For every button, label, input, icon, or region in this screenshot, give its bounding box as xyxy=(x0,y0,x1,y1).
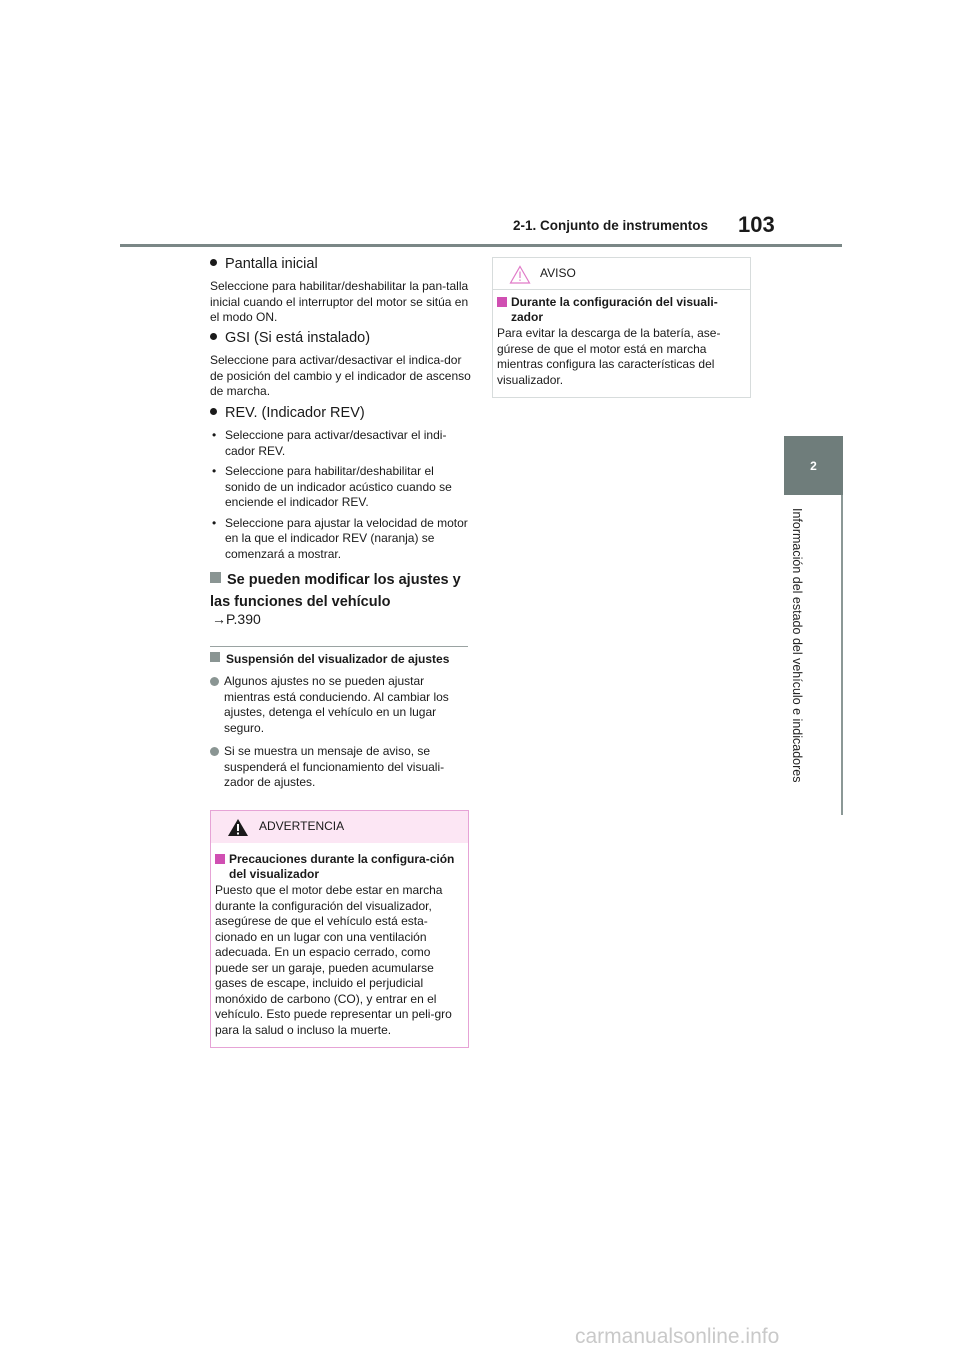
notice-text: Para evitar la descarga de la batería, ase-gúrese de que el motor está en marcha mientras configura las características del visualizador. xyxy=(497,326,721,387)
warning-subtitle: Precauciones durante la configura-ción del visualizador xyxy=(215,852,463,882)
warning-header xyxy=(211,811,468,843)
square-bullet-icon xyxy=(215,854,225,864)
note-heading: Suspensión del visualizador de ajustes xyxy=(210,652,472,667)
circle-bullet-icon xyxy=(210,747,219,756)
section-title: 2-1. Conjunto de instrumentos xyxy=(513,218,709,233)
item-sub-list xyxy=(210,428,472,567)
note-divider xyxy=(210,646,468,647)
watermark: carmanualsonline.info xyxy=(575,1325,780,1348)
square-bullet-icon xyxy=(497,297,507,307)
settings-heading: Se pueden modificar los ajustes y las funciones del vehículo xyxy=(210,572,461,610)
warning-label: ADVERTENCIA xyxy=(259,819,345,833)
chapter-strip xyxy=(841,495,843,815)
item-heading: REV. (Indicador REV) xyxy=(210,404,365,422)
list-item: • Seleccione para habilitar/deshabilitar el sonido de un indicador acústico cuando se enciende el indicador REV. xyxy=(210,464,472,511)
bullet-icon xyxy=(210,259,217,266)
chapter-title-vertical xyxy=(788,508,808,808)
note-item: Si se muestra un mensaje de aviso, se suspenderá el funcionamiento del visuali-zador de ajustes. xyxy=(210,744,472,791)
page-reference-link[interactable]: →P.390 xyxy=(212,611,261,627)
circle-bullet-icon xyxy=(210,677,219,686)
item-description: Seleccione para activar/desactivar el indica-dor de posición del cambio y el indicador de ascenso de marcha. xyxy=(210,353,471,398)
item-description: Seleccione para habilitar/deshabilitar la pan-talla inicial cuando el interruptor del motor se sitúa en el modo ON. xyxy=(210,279,469,324)
chapter-title: Información del estado del vehículo e indicadores xyxy=(790,508,804,783)
warning-text: Puesto que el motor debe estar en marcha durante la configuración del visualizador, asegúrese de que el vehículo está esta-cionado en un lugar con una ventilación adecuada. En un espacio cerrado, como puede ser un garaje, pueden acumularse gases de escape, incluido el perjudicial monóxido de carbono (CO), y entrar en el vehículo. Esto puede representar un peli-gro para la salud o incluso la muerte. xyxy=(215,883,452,1037)
item-heading: GSI (Si está instalado) xyxy=(210,329,370,347)
warning-box xyxy=(210,810,469,1048)
bullet-icon xyxy=(210,408,217,415)
list-item: • Seleccione para activar/desactivar el indi-cador REV. xyxy=(210,428,472,459)
notice-box xyxy=(492,257,751,398)
notice-subtitle: Durante la configuración del visuali-zador xyxy=(497,295,745,325)
chapter-tab[interactable] xyxy=(784,436,843,495)
caution-triangle-icon xyxy=(509,265,531,284)
notice-divider xyxy=(493,289,750,290)
chapter-number: 2 xyxy=(810,458,817,473)
warning-triangle-icon xyxy=(227,818,249,837)
note-item: Algunos ajustes no se pueden ajustar mientras está conduciendo. Al cambiar los ajustes, detenga el vehículo en un lugar seguro. xyxy=(210,674,472,736)
square-bullet-icon xyxy=(210,572,221,583)
page-number: 103 xyxy=(738,212,775,237)
square-bullet-icon xyxy=(210,652,220,662)
list-item: • Seleccione para ajustar la velocidad de motor en la que el indicador REV (naranja) se comenzará a mostrar. xyxy=(210,516,472,563)
bullet-icon xyxy=(210,333,217,340)
item-heading: Pantalla inicial xyxy=(210,255,318,273)
header-rule xyxy=(120,244,842,247)
notice-label: AVISO xyxy=(540,266,576,280)
